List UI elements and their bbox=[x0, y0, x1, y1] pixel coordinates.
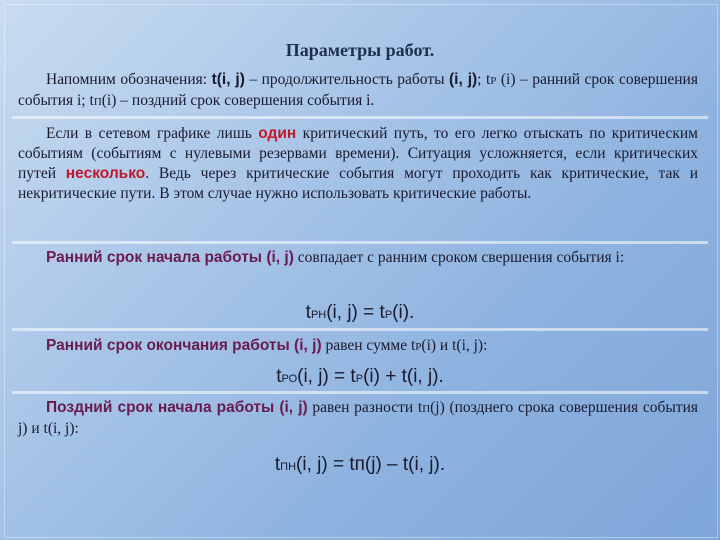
text: (i, j) = t bbox=[326, 302, 385, 323]
divider bbox=[12, 391, 708, 394]
formula-early-start bbox=[0, 302, 720, 324]
text: – продолжительность работы bbox=[244, 71, 449, 88]
term-late-start: Поздний срок начала работы (i, j) bbox=[46, 399, 308, 416]
text: (i) и t(i, j): bbox=[421, 337, 488, 354]
term-early-finish: Ранний срок окончания работы (i, j) bbox=[46, 337, 322, 354]
highlight-several: несколько bbox=[65, 165, 146, 182]
text: критический путь, то его легко отыскать по критическим событиям (событиям с нулевыми резервами времени). Ситуация усложняется, если критических путей bbox=[18, 125, 698, 182]
text: t bbox=[274, 454, 281, 475]
text: t bbox=[305, 302, 311, 323]
text: . Ведь через критические события могут проходить как критические, так и некритические пути. В этом случае нужно использовать критические работы. bbox=[18, 165, 698, 202]
paragraph-late-start bbox=[18, 398, 698, 439]
paragraph-notation bbox=[18, 70, 698, 112]
text: Напомним обозначения: bbox=[46, 71, 212, 88]
subscript: Р bbox=[415, 341, 422, 353]
text: (i). bbox=[392, 302, 415, 323]
text: t bbox=[276, 366, 282, 387]
divider bbox=[12, 241, 708, 244]
paragraph-critical-path bbox=[18, 124, 698, 204]
divider bbox=[12, 328, 708, 331]
subscript: ПН bbox=[280, 461, 297, 473]
text: (i) – ранний срок совершения события i; t bbox=[18, 71, 698, 109]
paragraph-early-start bbox=[18, 248, 698, 268]
term-early-start: Ранний срок начала работы (i, j) bbox=[46, 249, 294, 266]
text: равен сумме t bbox=[321, 337, 416, 354]
text: совпадает с ранним сроком свершения события i: bbox=[293, 249, 625, 266]
text: (i, j) = t bbox=[297, 366, 356, 387]
text: ; t bbox=[477, 71, 491, 88]
text: (i, j) bbox=[449, 71, 478, 88]
subscript: П bbox=[422, 403, 431, 415]
subscript: П bbox=[93, 96, 102, 108]
subscript: РН bbox=[310, 309, 327, 321]
text: Если в сетевом графике лишь bbox=[46, 125, 259, 142]
subscript: Р bbox=[355, 373, 364, 385]
text: (i, j) = tп(j) – t(i, j). bbox=[296, 454, 446, 475]
text: (i) – поздний срок совершения события i. bbox=[101, 92, 375, 109]
subscript: РО bbox=[281, 373, 298, 385]
subscript: Р bbox=[490, 75, 497, 87]
highlight-one: один bbox=[258, 125, 297, 142]
formula-early-finish bbox=[0, 366, 720, 388]
text: (i) + t(i, j). bbox=[363, 366, 444, 387]
divider bbox=[12, 116, 708, 119]
text: (j) (позднего срока совершения события j) и t(i, j): bbox=[18, 399, 698, 437]
text: равен разности t bbox=[307, 399, 423, 416]
paragraph-early-finish bbox=[18, 336, 698, 357]
subscript: Р bbox=[384, 309, 393, 321]
formula-late-start bbox=[0, 454, 720, 476]
text: t(i, j) bbox=[211, 71, 245, 88]
page-title: Параметры работ. bbox=[285, 40, 435, 60]
